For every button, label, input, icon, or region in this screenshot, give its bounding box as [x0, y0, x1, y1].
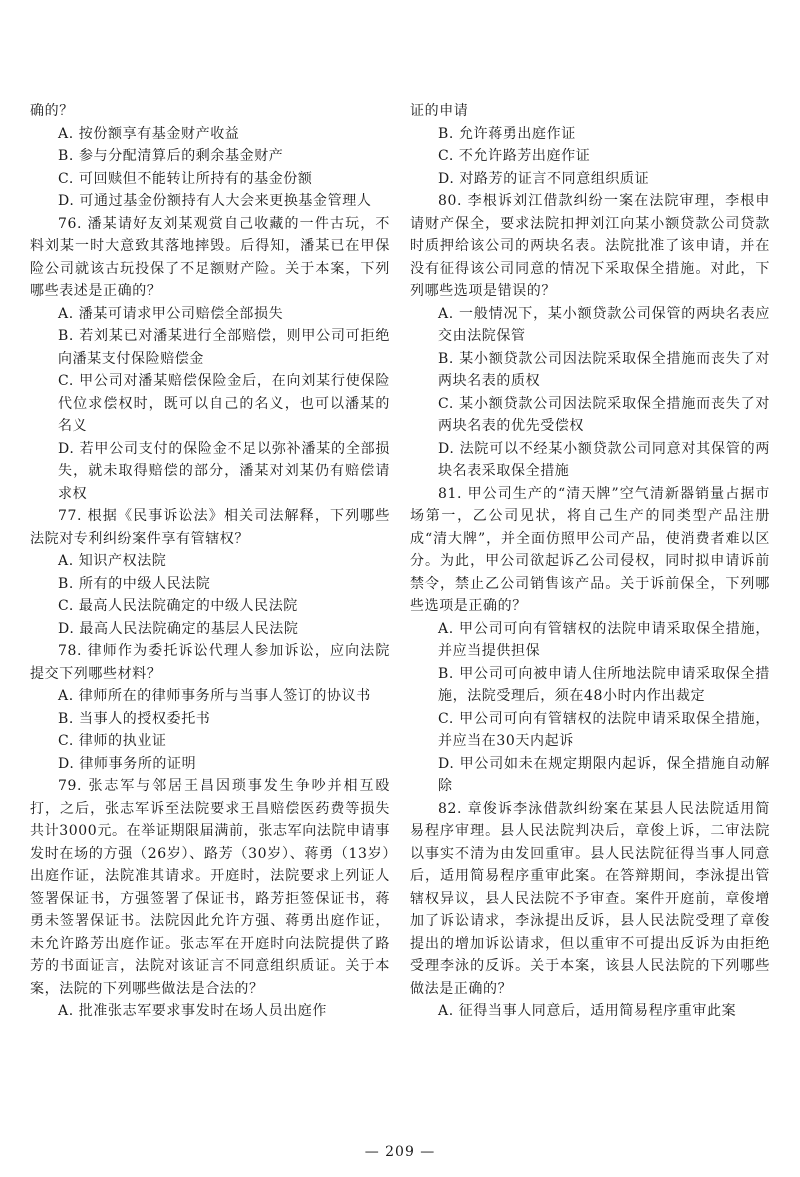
question-paragraph: 81. 甲公司生产的“清天牌”空气清新器销量占据市场第一，乙公司见状，将自己生产的同类型产品注册成“清大牌”，并全面仿照甲公司产品，使消费者难以区分。为此，甲公司欲起诉乙公司侵权，同时拟申请诉前禁令，禁止乙公司销售该产品。关于诉前保全，下列哪些选项是正确的？ — [410, 485, 770, 614]
question-paragraph: 78. 律师作为委托诉讼代理人参加诉讼，应向法院提交下列哪些材料？ — [30, 643, 390, 682]
answer-option: C. 律师的执业证 — [58, 733, 167, 749]
answer-option: B. 当事人的授权委托书 — [58, 710, 211, 727]
answer-option: B. 某小额贷款公司因法院采取保全措施而丧失了对两块名表的质权 — [438, 350, 770, 389]
question-paragraph: 80. 李根诉刘江借款纠纷一案在法院审理，李根申请财产保全，要求法院扣押刘江向某小额贷款公司贷款时质押给该公司的两块名表。法院批准了该申请，并在没有征得该公司同意的情况下采取保全措施。对此，下列哪些选项是错误的？ — [410, 193, 770, 299]
answer-option: B. 所有的中级人民法院 — [58, 575, 211, 592]
answer-option: A. 甲公司可向有管辖权的法院申请采取保全措施，并应当提供担保 — [438, 620, 770, 659]
question-paragraph: 77. 根据《民事诉讼法》相关司法解释，下列哪些法院对专利纠纷案件享有管辖权？ — [30, 508, 390, 547]
question-paragraph: 76. 潘某请好友刘某观赏自己收藏的一件古玩，不料刘某一时大意致其落地摔毁。后得知，潘某已在甲保险公司就该古玩投保了不足额财产险。关于本案，下列哪些表述是正确的？ — [30, 215, 390, 299]
answer-option: D. 可通过基金份额持有人大会来更换基金管理人 — [58, 193, 372, 209]
answer-option: D. 甲公司如未在规定期限内起诉，保全措施自动解除 — [438, 755, 770, 794]
answer-option: D. 若甲公司支付的保险金不足以弥补潘某的全部损失，就未取得赔偿的部分，潘某对刘某仍有赔偿请求权 — [58, 440, 390, 502]
answer-option: C. 可回赎但不能转让所持有的基金份额 — [58, 170, 313, 187]
answer-option: A. 按份额享有基金财产收益 — [58, 125, 240, 142]
page-number: — 209 — — [364, 1144, 436, 1160]
answer-option: B. 允许蒋勇出庭作证 — [438, 125, 576, 142]
answer-option: D. 法院可以不经某小额贷款公司同意对其保管的两块名表采取保全措施 — [438, 440, 770, 479]
answer-option: B. 甲公司可向被申请人住所地法院申请采取保全措施，法院受理后，须在48小时内作出裁定 — [438, 665, 770, 704]
question-paragraph: 79. 张志军与邻居王昌因琐事发生争吵并相互殴打，之后，张志军诉至法院要求王昌赔偿医药费等损失共计3000元。在举证期限届满前，张志军向法院申请事发时在场的方强（26岁）、路芳（30岁）、蒋勇（13岁）出庭作证，法院准其请求。开庭时，法院要求上列证人签署保证书，方强签署了保证书，路芳拒签保证书，蒋勇未签署保证书。法院因此允许方强、蒋勇出庭作证，未允许路芳出庭作证。张志军在开庭时向法院提供了路芳的书面证言，法院对该证言不同意组织质证。关于本案，法院的下列哪些做法是合法的？ — [30, 778, 390, 997]
answer-option: A. 律师所在的律师事务所与当事人签订的协议书 — [58, 688, 371, 704]
answer-option: C. 甲公司对潘某赔偿保险金后，在向刘某行使保险代位求偿权时，既可以自己的名义，也可以潘某的名义 — [58, 373, 390, 434]
answer-option: C. 不允许路芳出庭作证 — [438, 148, 591, 164]
answer-option: B. 若刘某已对潘某进行全部赔偿，则甲公司可拒绝向潘某支付保险赔偿金 — [58, 328, 390, 367]
answer-option: C. 甲公司可向有管辖权的法院申请采取保全措施，并应当在30天内起诉 — [438, 710, 770, 749]
question-paragraph: 82. 章俊诉李泳借款纠纷案在某县人民法院适用简易程序审理。县人民法院判决后，章俊上诉，二审法院以事实不清为由发回重审。县人民法院征得当事人同意后，适用简易程序重审此案。在答辩期间，李泳提出管辖权异议，县人民法院不予审查。案件开庭前，章俊增加了诉讼请求，李泳提出反诉，县人民法院受理了章俊提出的增加诉讼请求，但以重审不可提出反诉为由拒绝受理李泳的反诉。关于本案，该县人民法院的下列哪些做法是正确的？ — [410, 800, 770, 997]
answer-option: D. 最高人民法院确定的基层人民法院 — [58, 620, 299, 637]
answer-option: A. 一般情况下，某小额贷款公司保管的两块名表应交由法院保管 — [438, 305, 770, 344]
continued-text: 证的申请 — [410, 103, 469, 119]
answer-option: A. 潘某可请求甲公司赔偿全部损失 — [58, 305, 284, 322]
continued-text: 确的？ — [30, 103, 74, 119]
right-column — [410, 100, 770, 1023]
answer-option: A. 批准张志军要求事发时在场人员出庭作 — [58, 1003, 328, 1019]
answer-option: A. 征得当事人同意后，适用简易程序重审此案 — [438, 1003, 737, 1019]
left-column — [30, 100, 390, 1023]
answer-option: D. 律师事务所的证明 — [58, 755, 197, 772]
answer-option: C. 最高人民法院确定的中级人民法院 — [58, 598, 298, 614]
answer-option: D. 对路芳的证言不同意组织质证 — [438, 170, 650, 187]
answer-option: B. 参与分配清算后的剩余基金财产 — [58, 148, 284, 164]
answer-option: A. 知识产权法院 — [58, 553, 167, 569]
answer-option: C. 某小额贷款公司因法院采取保全措施而丧失了对两块名表的优先受偿权 — [438, 395, 770, 434]
